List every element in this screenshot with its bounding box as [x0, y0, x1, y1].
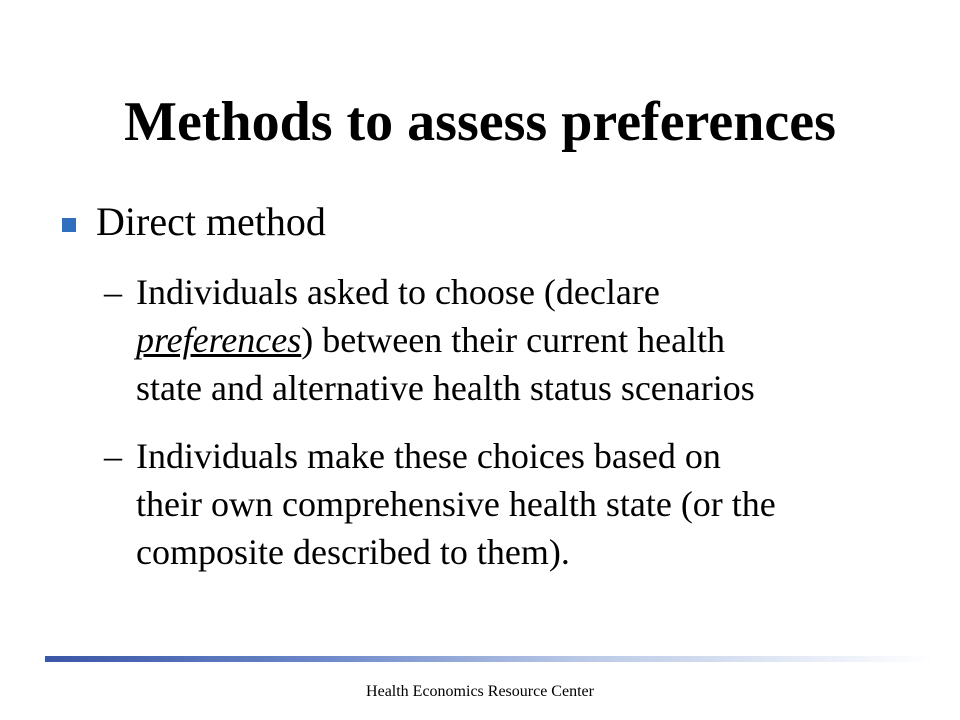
square-bullet-icon: [62, 218, 76, 232]
subbullet-2-line-2: their own comprehensive health state (or the: [136, 484, 776, 524]
dash-icon: –: [104, 272, 122, 312]
slide-title: Methods to assess preferences: [124, 91, 836, 153]
bullet-text: Direct method: [96, 199, 326, 244]
subbullet-2-line-3: composite described to them).: [136, 532, 570, 572]
preferences-emphasis: preferences: [136, 320, 302, 360]
subbullet-1-line-3: state and alternative health status scenarios: [136, 368, 755, 408]
footer-divider: [45, 656, 935, 662]
subbullet-1-line-2: [136, 316, 916, 364]
subbullet-1-line-1: Individuals asked to choose (declare: [136, 272, 660, 312]
bullet-direct-method: [62, 196, 326, 248]
footer-text: Health Economics Resource Center: [366, 683, 594, 700]
subbullet-2-text: [136, 432, 916, 576]
subbullet-1: [104, 268, 916, 412]
dash-icon: –: [104, 436, 122, 476]
subbullet-2: [104, 432, 916, 576]
subbullet-1-text: [136, 268, 916, 412]
subbullet-1-line-2-rest: ) between their current health: [301, 320, 726, 360]
subbullet-2-line-1: Individuals make these choices based on: [136, 436, 721, 476]
